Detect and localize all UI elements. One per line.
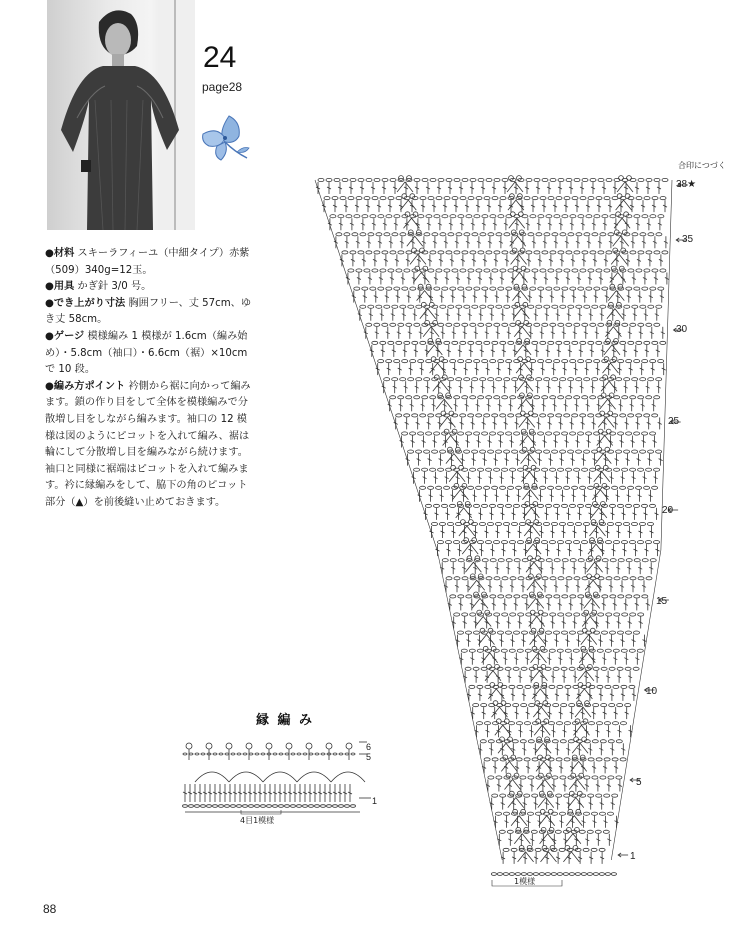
spec-materials bbox=[45, 246, 257, 279]
edging-symbols bbox=[183, 742, 372, 814]
chart-row-label-30: 30 bbox=[676, 324, 688, 335]
page-number: 88 bbox=[43, 902, 57, 916]
spec-text: 模様編み 1 模様が 1.6cm（編み始め）・5.8cm（袖口）・6.6cm（裾）×10cm で 10 段。 bbox=[45, 330, 248, 376]
spec-finished-size bbox=[45, 296, 257, 329]
edging-row-label-5: 5 bbox=[366, 752, 372, 762]
spec-gauge bbox=[45, 329, 257, 379]
spec-label: ●編み方ポイント bbox=[45, 380, 126, 392]
chart-row-label-10: 10 bbox=[646, 686, 658, 697]
edging-row-label-6: 6 bbox=[366, 742, 372, 752]
spec-text: かぎ針 3/0 号。 bbox=[77, 281, 152, 293]
materials-and-instructions bbox=[45, 246, 257, 512]
edging-title: 縁 編 み bbox=[256, 713, 315, 728]
flower-icon bbox=[195, 108, 255, 172]
spec-points bbox=[45, 379, 257, 512]
edging-chart-diagram bbox=[175, 732, 378, 827]
chart-top-note: 合印につづく bbox=[678, 161, 726, 170]
chart-row-label-20: 20 bbox=[662, 505, 674, 516]
spec-label: ●でき上がり寸法 bbox=[45, 297, 126, 309]
spec-label: ●ゲージ bbox=[45, 330, 85, 342]
chart-row-label-25: 25 bbox=[668, 416, 680, 427]
chart-row-label-38: 38★ bbox=[676, 179, 697, 190]
spec-label: ●材料 bbox=[45, 248, 75, 259]
chart-row-label-15: 15 bbox=[656, 596, 668, 607]
chart-row-label-1: 1 bbox=[630, 851, 636, 862]
edging-row-label-1: 1 bbox=[372, 796, 378, 806]
model-photo bbox=[47, 0, 195, 230]
page-reference: page28 bbox=[202, 80, 243, 94]
chart-repeat-label: 1模様 bbox=[514, 877, 536, 886]
chart-row-label-5: 5 bbox=[636, 777, 642, 788]
spec-tools bbox=[45, 279, 257, 296]
chart-row-label-35: 35 bbox=[682, 234, 694, 245]
spec-text: 胸囲フリー、丈 57cm、ゆき丈 58cm。 bbox=[45, 297, 252, 326]
spec-text: スキーラフィーユ（中細タイプ）赤紫（509）340g=12玉。 bbox=[45, 248, 250, 276]
edging-repeat-label: 4目1模様 bbox=[240, 816, 275, 825]
spec-text: 衿側から裾に向かって編みます。鎖の作り目をして全体を模様編みで分散増し目をしながら編みます。袖口の 12 模様は図のようにピコットを入れて編み、裾は輪にして分散増し目を編みながら続けます。袖口と同様に裾端はピコットを入れて編みます。衿に縁編みをして、脇下の角のピコット部分（▲）を前後縫い止めておきます。 bbox=[45, 380, 251, 508]
pattern-number: 24 bbox=[203, 41, 237, 74]
spec-label: ●用具 bbox=[45, 281, 75, 293]
